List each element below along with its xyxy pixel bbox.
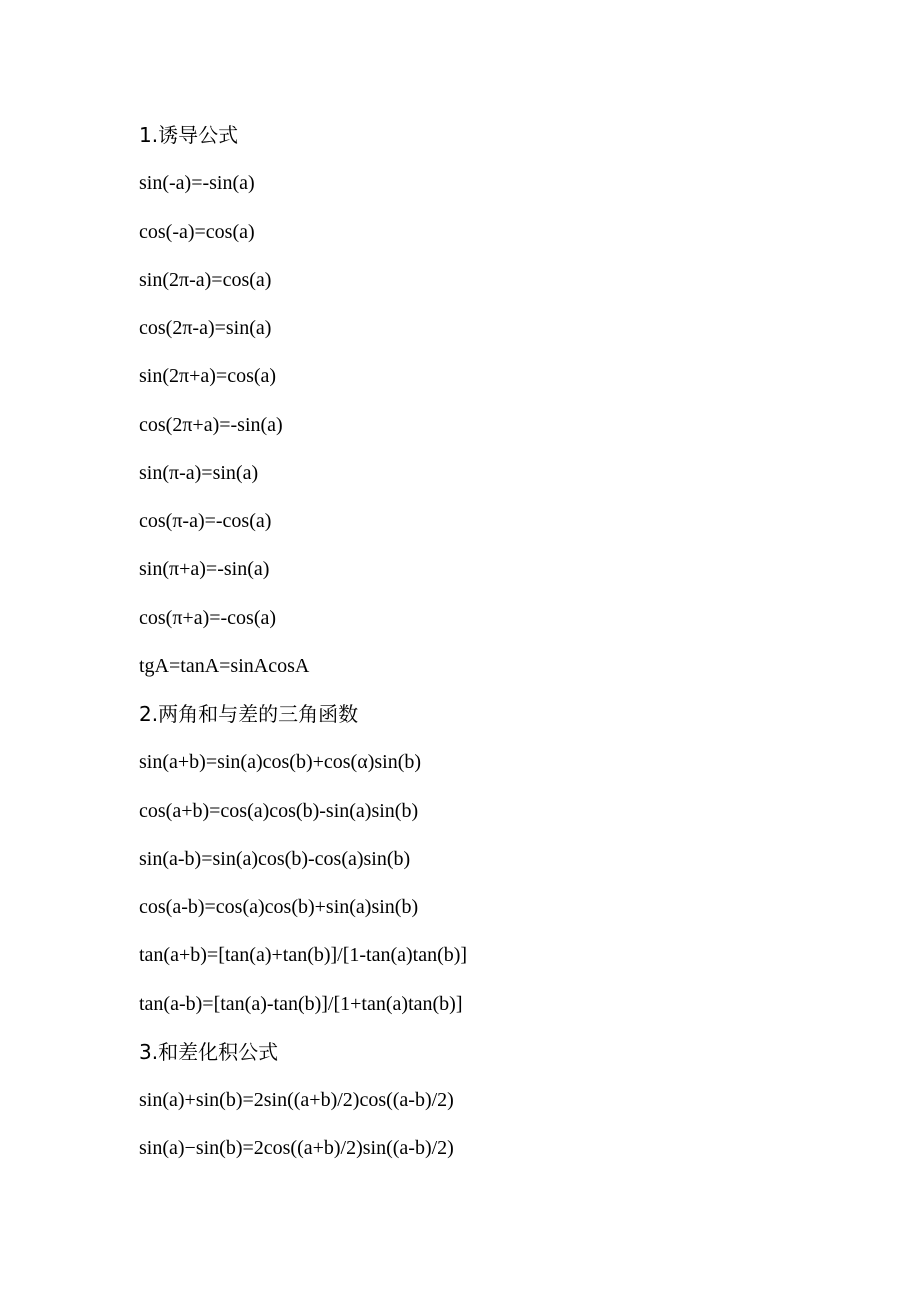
section-heading-3: 3.和差化积公式: [139, 1039, 279, 1064]
formula-line: cos(a-b)=cos(a)cos(b)+sin(a)sin(b): [139, 896, 419, 918]
formula-line: cos(π-a)=-cos(a): [139, 510, 272, 532]
formula-line: sin(π+a)=-sin(a): [139, 558, 270, 581]
formula-line: tan(a-b)=[tan(a)-tan(b)]/[1+tan(a)tan(b)]: [139, 992, 463, 1015]
formula-line: cos(2π+a)=-sin(a): [139, 413, 283, 436]
formula-line: sin(a-b)=sin(a)cos(b)-cos(a)sin(b): [139, 847, 411, 870]
formula-line: cos(2π-a)=sin(a): [139, 317, 272, 339]
formula-line: cos(-a)=cos(a): [139, 220, 255, 243]
document-body: [139, 121, 859, 1183]
formula-line: cos(π+a)=-cos(a): [139, 606, 277, 629]
formula-line: sin(π-a)=sin(a): [139, 461, 259, 484]
formula-line: tgA=tanA=sinAcosA: [139, 654, 310, 677]
formula-line: sin(a)−sin(b)=2cos((a+b)/2)sin((a-b)/2): [139, 1137, 454, 1160]
formula-line: sin(2π+a)=cos(a): [139, 365, 277, 388]
formula-line: sin(a+b)=sin(a)cos(b)+cos(α)sin(b): [139, 751, 422, 774]
formula-line: sin(a)+sin(b)=2sin((a+b)/2)cos((a-b)/2): [139, 1089, 454, 1111]
formula-line: sin(2π-a)=cos(a): [139, 268, 272, 291]
formula-line: cos(a+b)=cos(a)cos(b)-sin(a)sin(b): [139, 799, 419, 822]
section-heading-2: 2.两角和与差的三角函数: [139, 702, 359, 726]
section-heading-1: 1.诱导公式: [139, 123, 239, 147]
formula-line: sin(-a)=-sin(a): [139, 172, 255, 195]
formula-line: tan(a+b)=[tan(a)+tan(b)]/[1-tan(a)tan(b)]: [139, 944, 468, 967]
